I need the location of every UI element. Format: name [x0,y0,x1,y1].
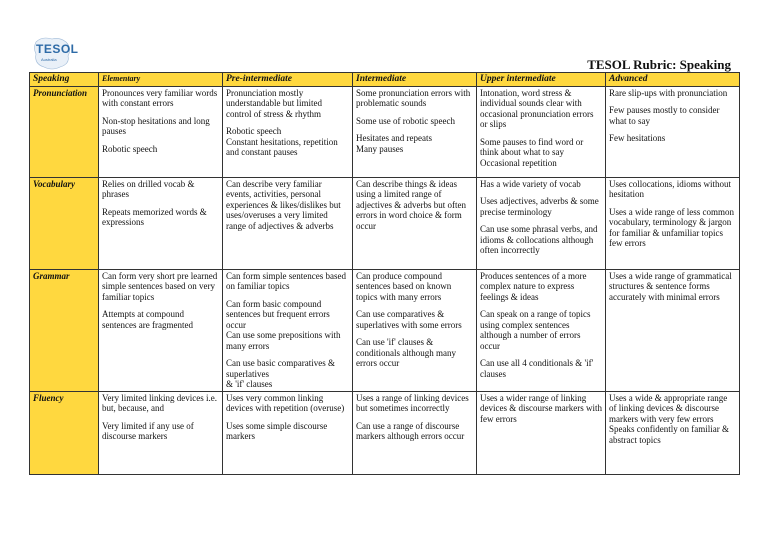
descriptor-text: Can form simple sentences based on familiar topics [226,270,346,291]
descriptor-text: Rare slip-ups with pronunciation [609,87,728,98]
cell-elementary [99,391,223,474]
cell-pre-intermediate [223,86,353,177]
descriptor-text: Uses very common linking devices with repetition (overuse) [226,392,345,413]
column-header-upper-intermediate: Upper intermediate [477,73,606,87]
descriptor-text: Produces sentences of a more complex nature to express feelings & ideas [480,270,587,302]
descriptor-text: Can describe things & ideas using a limited range of adjectives & adverbs but often errors in word choice & form occur [356,178,466,231]
descriptor-text: Non-stop hesitations and long pauses [102,115,210,136]
cell-advanced [606,391,740,474]
table-row [30,269,740,391]
descriptor-text: Can speak on a range of topics using complex sentences although a number of errors occur [480,309,591,351]
descriptor-text: Can describe very familiar events, activities, personal experiences & likes/dislikes but uses/overuses a very limited range of adjectives & adverbs [226,178,341,231]
descriptor-text: Can use all 4 conditionals & 'if' clauses [480,358,594,379]
descriptor-text: Hesitates and repeats Many pauses [356,133,432,154]
column-header-advanced: Advanced [606,73,740,87]
logo-text: TESOL [36,42,79,56]
descriptor-text: Some pronunciation errors with problematic sounds [356,87,471,108]
descriptor-text: Pronunciation mostly understandable but limited control of stress & rhythm [226,87,322,119]
descriptor-text: Some use of robotic speech [356,115,455,126]
cell-intermediate [353,86,477,177]
descriptor-text: Uses adjectives, adverbs & some precise terminology [480,196,599,217]
table-row [30,86,740,177]
descriptor-text: Uses a range of linking devices but sometimes incorrectly [356,392,469,413]
descriptor-text: Can use comparatives & superlatives with some errors [356,309,462,330]
cell-advanced [606,86,740,177]
descriptor-text: Attempts at compound sentences are fragmented [102,309,193,330]
cell-upper-intermediate [477,391,606,474]
cell-pre-intermediate [223,269,353,391]
cell-upper-intermediate [477,269,606,391]
descriptor-text: Repeats memorized words & expressions [102,206,207,227]
descriptor-text: Can use some phrasal verbs, and idioms & collocations although often incorrectly [480,224,598,255]
table-row [30,177,740,269]
column-header-pre-intermediate: Pre-intermediate [223,73,353,87]
descriptor-text: Uses a wider range of linking devices & discourse markers with few errors [480,392,602,424]
cell-pre-intermediate [223,391,353,474]
descriptor-text: Can produce compound sentences based on known topics with many errors [356,270,452,302]
cell-elementary [99,177,223,269]
descriptor-text: Can use 'if' clauses & conditionals although many errors occur [356,337,456,368]
cell-advanced [606,177,740,269]
descriptor-text: Uses a wide & appropriate range of linking devices & discourse markers with very few errors Speaks confidently on familiar & abstract topics [609,392,729,445]
column-header-intermediate: Intermediate [353,73,477,87]
descriptor-text: Very limited if any use of discourse markers [102,420,194,441]
cell-advanced [606,269,740,391]
descriptor-text: Few hesitations [609,133,666,143]
page-title: TESOL Rubric: Speaking [587,57,731,72]
row-header-pronunciation: Pronunciation [30,86,99,177]
speaking-rubric-table [29,72,740,475]
descriptor-text: Uses some simple discourse markers [226,420,328,441]
descriptor-text: Few pauses mostly to consider what to say [609,105,720,126]
descriptor-text: Uses a wide range of grammatical structures & sentence forms accurately with minimal errors [609,270,732,302]
logo-subtitle: Australia [41,57,57,62]
descriptor-text: Pronounces very familiar words with constant errors [102,87,218,108]
descriptor-text: Can form very short pre learned simple sentences based on very familiar topics [102,270,218,302]
table-row [30,391,740,474]
cell-upper-intermediate [477,86,606,177]
cell-intermediate [353,269,477,391]
cell-intermediate [353,391,477,474]
column-header-elementary: Elementary [99,73,223,87]
descriptor-text: Can form basic compound sentences but frequent errors occur Can use some prepositions with many errors [226,298,341,351]
descriptor-text: Can use basic comparatives & superlatives & 'if' clauses [226,358,335,389]
descriptor-text: Uses collocations, idioms without hesitation [609,178,731,199]
cell-elementary [99,86,223,177]
descriptor-text: Relies on drilled vocab & phrases [102,178,195,199]
row-header-fluency: Fluency [30,391,99,474]
descriptor-text: Robotic speech Constant hesitations, repetition and constant pauses [226,126,338,157]
descriptor-text: Can use a range of discourse markers although errors occur [356,420,465,441]
row-header-vocabulary: Vocabulary [30,177,99,269]
descriptor-text: Uses a wide range of less common vocabulary, terminology & jargon for familiar & unfamiliar topics few errors [609,206,734,248]
cell-elementary [99,269,223,391]
cell-intermediate [353,177,477,269]
cell-upper-intermediate [477,177,606,269]
descriptor-text: Intonation, word stress & individual sounds clear with occasional pronunciation errors or slips [480,87,594,129]
column-header-speaking: Speaking [30,73,99,87]
row-header-grammar: Grammar [30,269,99,391]
descriptor-text: Robotic speech [102,143,158,154]
cell-pre-intermediate [223,177,353,269]
descriptor-text: Has a wide variety of vocab [480,178,581,189]
header-row [30,73,740,87]
descriptor-text: Some pauses to find word or think about what to say Occasional repetition [480,136,584,168]
descriptor-text: Very limited linking devices i.e. but, because, and [102,392,217,413]
